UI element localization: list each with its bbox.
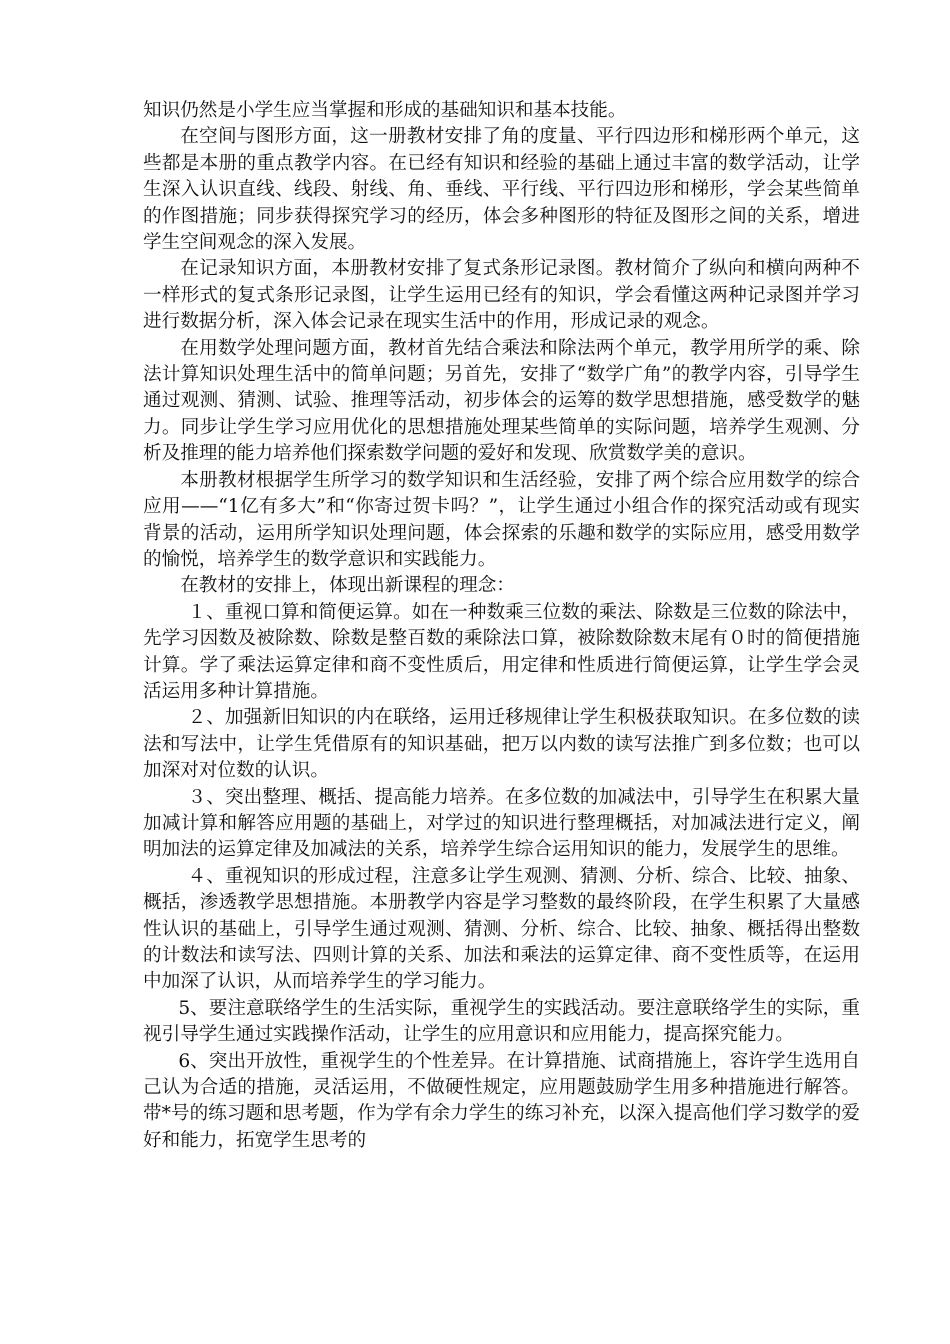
paragraph-5: 本册教材根据学生所学习的数学知识和生活经验，安排了两个综合应用数学的综合应用——“1亿有多大”和“你寄过贺卡吗？”，让学生通过小组合作的探究活动或有现实背景的活动，运用所学知识处理问题，体会探索的乐趣和数学的实际应用，感受用数学的愉悦，培养学生的数学意识和实践能力。: [143, 469, 860, 570]
document-page: [143, 98, 860, 1154]
paragraph-1: 知识仍然是小学生应当掌握和形成的基础知识和基本技能。: [143, 100, 627, 121]
list-item-5: 5、要注意联络学生的生活实际，重视学生的实践活动。要注意联络学生的实际，重视引导学生通过实践操作活动，让学生的应用意识和应用能力，提高探究能力。: [143, 997, 860, 1046]
paragraph-3: 在记录知识方面，本册教材安排了复式条形记录图。教材简介了纵向和横向两种不一样形式的复式条形记录图，让学生运用已经有的知识，学会看懂这两种记录图并学习进行数据分析，深入体会记录在现实生活中的作用，形成记录的观念。: [143, 258, 860, 333]
paragraph-4: 在用数学处理问题方面，教材首先结合乘法和除法两个单元，教学用所学的乘、除法计算知识处理生活中的简单问题；另首先，安排了“数学广角”的教学内容，引导学生通过观测、猜测、试验、推理等活动，初步体会的运筹的数学思想措施，感受数学的魅力。同步让学生学习应用优化的思想措施处理某些简单的实际问题，培养学生观测、分析及推理的能力培养他们探索数学问题的爱好和发现、欣赏数学美的意识。: [143, 337, 860, 465]
list-item-1: １、重视口算和简便运算。如在一种数乘三位数的乘法、除数是三位数的除法中，先学习因数及被除数、除数是整百数的乘除法口算，被除数除数末尾有０时的简便措施计算。学了乘法运算定律和商不变性质后，用定律和性质进行简便运算，让学生学会灵活运用多种计算措施。: [143, 601, 860, 702]
paragraph-6: 在教材的安排上，体现出新课程的理念：: [180, 575, 515, 597]
paragraph-2: 在空间与图形方面，这一册教材安排了角的度量、平行四边形和梯形两个单元，这些都是本册的重点教学内容。在已经有知识和经验的基础上通过丰富的数学活动，让学生深入认识直线、线段、射线、角、垂线、平行线、平行四边形和梯形，学会某些简单的作图措施；同步获得探究学习的经历，体会多种图形的特征及图形之间的关系，增进学生空间观念的深入发展。: [143, 126, 860, 254]
list-item-2: ２、加强新旧知识的内在联络，运用迁移规律让学生积极获取知识。在多位数的读法和写法中，让学生凭借原有的知识基础，把万以内数的读写法推广到多位数；也可以加深对对位数的认识。: [143, 707, 860, 782]
list-item-6: 6、突出开放性，重视学生的个性差异。在计算措施、试商措施上，容许学生选用自己认为合适的措施，灵活运用，不做硬性规定，应用题鼓励学生用多种措施进行解答。带*号的练习题和思考题，作为学有余力学生的练习补充，以深入提高他们学习数学的爱好和能力，拓宽学生思考的: [143, 1050, 860, 1151]
list-item-4: ４、重视知识的形成过程，注意多让学生观测、猜测、分析、综合、比较、抽象、概括，渗透教学思想措施。本册教学内容是学习整数的最终阶段，在学生积累了大量感性认识的基础上，引导学生通过观测、猜测、分析、综合、比较、抽象、概括得出整数的计数法和读写法、四则计算的关系、加法和乘法的运算定律、商不变性质等，在运用中加深了认识，从而培养学生的学习能力。: [143, 865, 860, 993]
list-item-3: ３、突出整理、概括、提高能力培养。在多位数的加减法中，引导学生在积累大量加减计算和解答应用题的基础上，对学过的知识进行整理概括，对加减法进行定义，阐明加法的运算定律及加减法的关系，培养学生综合运用知识的能力，发展学生的思维。: [143, 786, 860, 861]
